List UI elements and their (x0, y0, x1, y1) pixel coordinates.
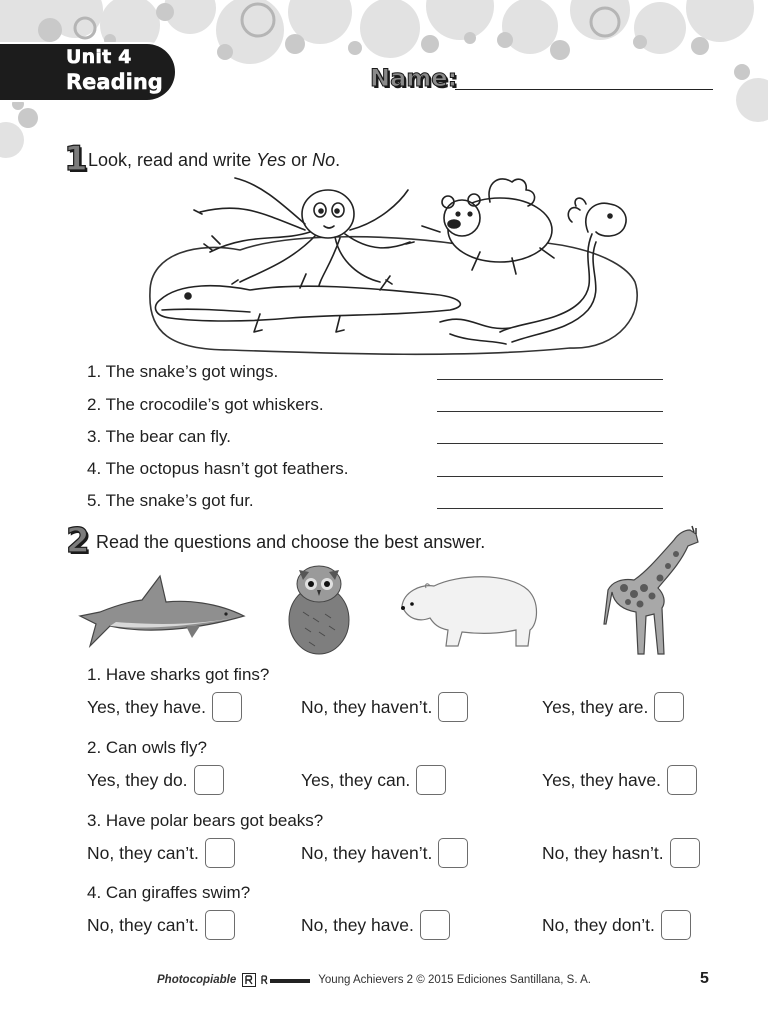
exercise-2-instruction: Read the questions and choose the best answer. (96, 532, 486, 552)
answer-option: No, they don’t. (542, 910, 691, 940)
answer-option: Yes, they are. (542, 692, 684, 722)
answer-checkbox[interactable] (438, 692, 468, 722)
answer-option: No, they can’t. (87, 910, 235, 940)
copyright-credit: Young Achievers 2 © 2015 Ediciones Santillana, S. A. (318, 974, 591, 986)
answer-option: No, they have. (301, 910, 450, 940)
answer-checkbox[interactable] (205, 910, 235, 940)
answer-checkbox[interactable] (205, 838, 235, 868)
shark-icon (76, 572, 250, 648)
question-1: 1. Have sharks got fins? (87, 665, 270, 684)
answer-checkbox[interactable] (438, 838, 468, 868)
unit-label: Unit 4 (66, 46, 132, 68)
richmond-logo (242, 973, 314, 987)
answer-line-4[interactable] (437, 476, 663, 477)
answer-checkbox[interactable] (661, 910, 691, 940)
octopus-icon (194, 178, 414, 290)
exercise-1-instruction: Look, read and write Yes or No. (88, 150, 341, 170)
exercise-1-number: 1 (64, 139, 88, 179)
answer-option: No, they haven’t. (301, 692, 468, 722)
answer-line-2[interactable] (437, 411, 663, 412)
footer (157, 973, 591, 987)
name-input-line[interactable] (455, 89, 713, 90)
statement-2: 2. The crocodile’s got whiskers. (87, 395, 324, 414)
statement-5: 5. The snake’s got fur. (87, 491, 254, 510)
answer-checkbox[interactable] (212, 692, 242, 722)
answer-checkbox[interactable] (654, 692, 684, 722)
photocopiable-label: Photocopiable (157, 974, 237, 986)
polar-bear-icon (398, 568, 542, 648)
giraffe-icon (600, 524, 704, 656)
answer-line-5[interactable] (437, 508, 663, 509)
question-2: 2. Can owls fly? (87, 738, 207, 757)
answer-option: No, they hasn’t. (542, 838, 700, 868)
statement-4: 4. The octopus hasn’t got feathers. (87, 459, 349, 478)
answer-line-1[interactable] (437, 379, 663, 380)
answer-option: No, they can’t. (87, 838, 235, 868)
statement-3: 3. The bear can fly. (87, 427, 231, 446)
exercise-2-number: 2 (66, 521, 90, 561)
answer-checkbox[interactable] (194, 765, 224, 795)
section-label: Reading (66, 70, 163, 94)
answer-option: Yes, they have. (87, 692, 242, 722)
question-4: 4. Can giraffes swim? (87, 883, 251, 902)
question-3: 3. Have polar bears got beaks? (87, 811, 324, 830)
animals-scene-illustration (140, 172, 645, 357)
page-number: 5 (700, 970, 709, 987)
crocodile-icon (155, 274, 460, 332)
answer-checkbox[interactable] (670, 838, 700, 868)
owl-icon (283, 562, 355, 656)
answer-checkbox[interactable] (667, 765, 697, 795)
answer-checkbox[interactable] (420, 910, 450, 940)
answer-checkbox[interactable] (416, 765, 446, 795)
answer-option: Yes, they have. (542, 765, 697, 795)
answer-option: Yes, they can. (301, 765, 446, 795)
answer-option: Yes, they do. (87, 765, 224, 795)
answer-line-3[interactable] (437, 443, 663, 444)
name-label: Name: (370, 64, 458, 92)
answer-option: No, they haven’t. (301, 838, 468, 868)
bear-icon (422, 179, 554, 274)
statement-1: 1. The snake’s got wings. (87, 362, 279, 381)
